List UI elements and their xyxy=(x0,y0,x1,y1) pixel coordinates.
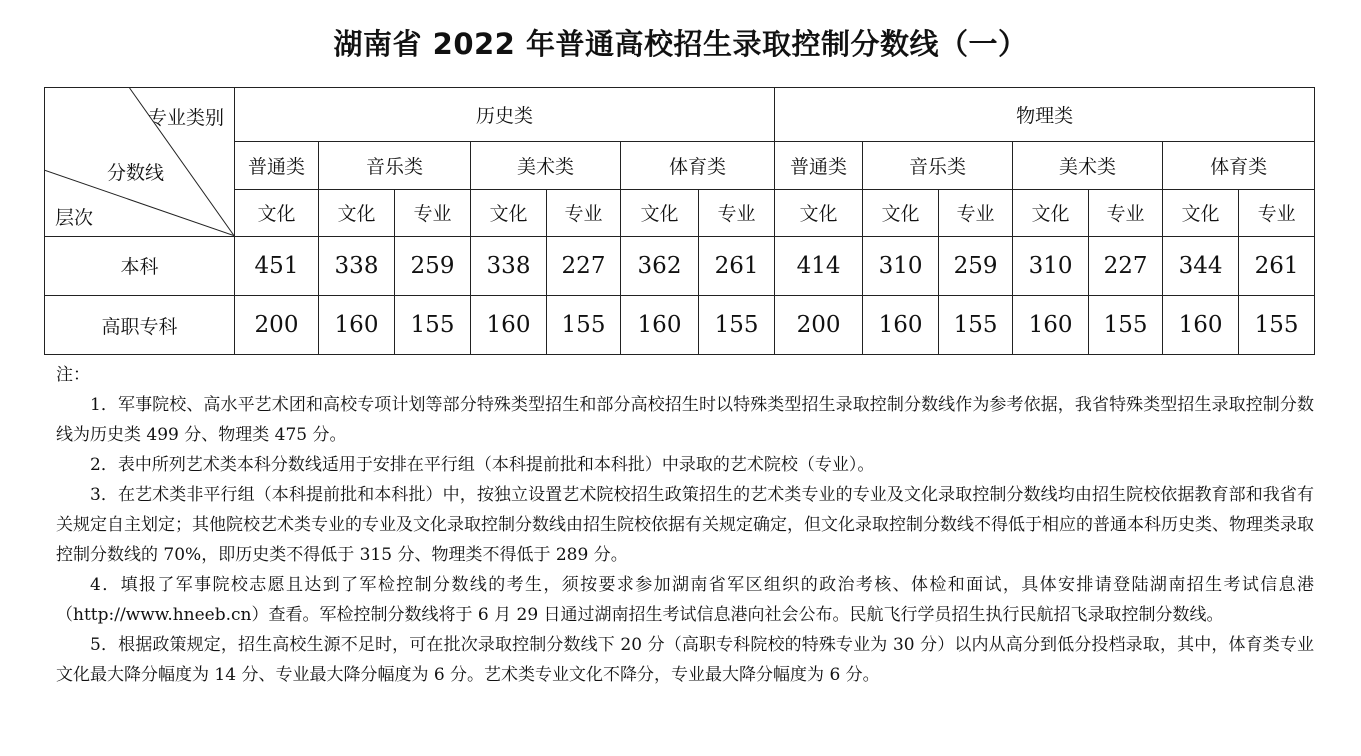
note-item: 2．表中所列艺术类本科分数线适用于安排在平行组（本科提前批和本科批）中录取的艺术院校（专业）。 xyxy=(90,455,875,475)
category-header: 美术类 xyxy=(1013,141,1163,190)
subheader: 专业 xyxy=(547,190,621,237)
subheader: 专业 xyxy=(939,190,1013,237)
table-corner-header xyxy=(45,88,235,237)
subheader: 文化 xyxy=(319,190,395,237)
category-header: 体育类 xyxy=(1163,141,1315,190)
score-cell: 160 xyxy=(863,296,939,355)
group-header-physics: 物理类 xyxy=(775,88,1315,142)
score-cell: 155 xyxy=(1089,296,1163,355)
score-cell: 200 xyxy=(235,296,319,355)
score-cell: 160 xyxy=(471,296,547,355)
score-cell: 362 xyxy=(621,236,699,296)
corner-label-category: 专业类别 xyxy=(147,107,224,129)
score-cell: 155 xyxy=(547,296,621,355)
row-label: 本科 xyxy=(45,236,235,296)
score-cell: 155 xyxy=(1239,296,1315,355)
score-cell: 338 xyxy=(471,236,547,296)
subheader: 专业 xyxy=(699,190,775,237)
score-cell: 155 xyxy=(395,296,471,355)
subheader: 文化 xyxy=(863,190,939,237)
score-cell: 160 xyxy=(319,296,395,355)
score-cell: 451 xyxy=(235,236,319,296)
score-cell: 155 xyxy=(699,296,775,355)
category-header: 普通类 xyxy=(775,141,863,190)
subheader: 文化 xyxy=(235,190,319,237)
corner-label-level: 层次 xyxy=(55,207,94,229)
notes-section xyxy=(56,360,1314,690)
score-cell: 344 xyxy=(1163,236,1239,296)
score-table xyxy=(44,87,1315,355)
category-header: 美术类 xyxy=(471,141,621,190)
group-header-history: 历史类 xyxy=(235,88,775,142)
table-row xyxy=(45,296,1315,355)
corner-label-score: 分数线 xyxy=(107,162,165,184)
category-header: 普通类 xyxy=(235,141,319,190)
score-cell: 261 xyxy=(699,236,775,296)
note-item: 3．在艺术类非平行组（本科提前批和本科批）中，按独立设置艺术院校招生政策招生的艺术类专业的专业及文化录取控制分数线均由招生院校依据教育部和我省有关规定自主划定；其他院校艺术类专业的专业及文化录取控制分数线由招生院校依据有关规定确定，但文化录取控制分数线不得低于相应的普通本科历史类、物理类录取控制分数线的 70%，即历史类不得低于 315 分、物理类不得低于 289 分。 xyxy=(56,485,1314,565)
score-cell: 155 xyxy=(939,296,1013,355)
notes-heading: 注： xyxy=(56,365,90,385)
subheader: 文化 xyxy=(775,190,863,237)
subheader: 专业 xyxy=(395,190,471,237)
score-cell: 259 xyxy=(395,236,471,296)
score-cell: 338 xyxy=(319,236,395,296)
note-item: 1．军事院校、高水平艺术团和高校专项计划等部分特殊类型招生和部分高校招生时以特殊类型招生录取控制分数线作为参考依据，我省特殊类型招生录取控制分数线为历史类 499 分、物理类 475 分。 xyxy=(56,395,1314,445)
score-cell: 259 xyxy=(939,236,1013,296)
score-cell: 310 xyxy=(863,236,939,296)
score-cell: 227 xyxy=(1089,236,1163,296)
score-cell: 160 xyxy=(1163,296,1239,355)
subheader: 专业 xyxy=(1239,190,1315,237)
subheader: 文化 xyxy=(1163,190,1239,237)
score-cell: 414 xyxy=(775,236,863,296)
category-header: 体育类 xyxy=(621,141,775,190)
category-header: 音乐类 xyxy=(863,141,1013,190)
subheader: 专业 xyxy=(1089,190,1163,237)
subheader: 文化 xyxy=(1013,190,1089,237)
table-row xyxy=(45,236,1315,296)
score-cell: 160 xyxy=(621,296,699,355)
category-header: 音乐类 xyxy=(319,141,471,190)
score-cell: 200 xyxy=(775,296,863,355)
subheader: 文化 xyxy=(471,190,547,237)
page-title: 湖南省 2022 年普通高校招生录取控制分数线（一） xyxy=(333,27,1028,61)
note-item: 4．填报了军事院校志愿且达到了军检控制分数线的考生，须按要求参加湖南省军区组织的政治考核、体检和面试，具体安排请登陆湖南招生考试信息港（http://www.hneeb.cn）查看。军检控制分数线将于 6 月 29 日通过湖南招生考试信息港向社会公布。民航飞行学员招生执行民航招飞录取控制分数线。 xyxy=(56,575,1314,625)
score-cell: 310 xyxy=(1013,236,1089,296)
note-item: 5．根据政策规定，招生高校生源不足时，可在批次录取控制分数线下 20 分（高职专科院校的特殊专业为 30 分）以内从高分到低分投档录取，其中，体育类专业文化最大降分幅度为 14 分、专业最大降分幅度为 6 分。艺术类专业文化不降分，专业最大降分幅度为 6 分。 xyxy=(56,635,1314,685)
score-cell: 160 xyxy=(1013,296,1089,355)
row-label: 高职专科 xyxy=(45,296,235,355)
subheader: 文化 xyxy=(621,190,699,237)
score-cell: 261 xyxy=(1239,236,1315,296)
score-cell: 227 xyxy=(547,236,621,296)
